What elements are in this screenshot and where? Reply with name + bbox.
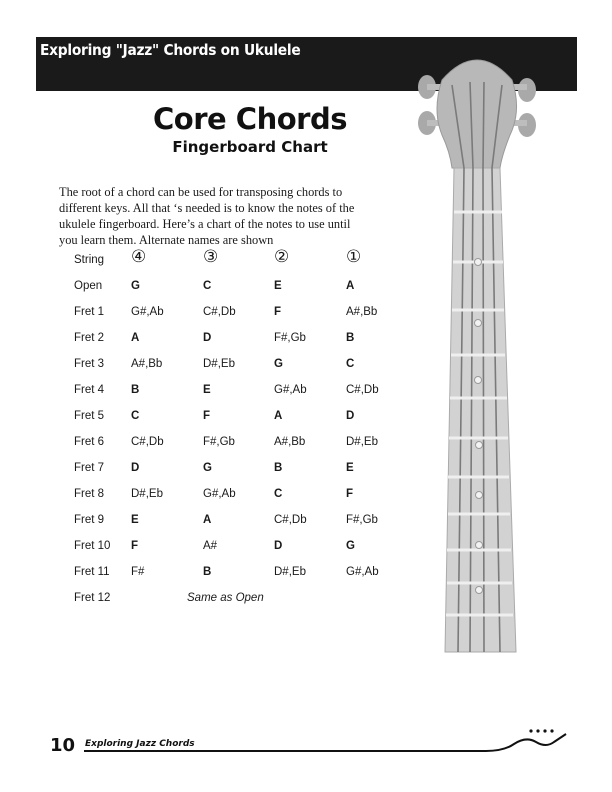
note-cell: D#,Eb	[203, 358, 235, 370]
note-cell: B	[131, 384, 140, 396]
page-subtitle: Fingerboard Chart	[172, 138, 328, 156]
row-label: Fret 9	[74, 514, 105, 526]
chart-row	[74, 536, 404, 556]
note-cell: F	[203, 410, 211, 422]
chart-row	[74, 510, 404, 530]
string-4-number: ④	[131, 247, 147, 267]
note-cell: B	[274, 462, 283, 474]
note-cell: A#	[203, 540, 218, 552]
note-cell: E	[346, 462, 354, 474]
note-cell: A#,Bb	[346, 306, 378, 318]
note-cell: C	[203, 280, 212, 292]
chart-row	[74, 276, 404, 296]
row-label: Fret 5	[74, 410, 105, 422]
chart-row	[74, 484, 404, 504]
row-label: Fret 1	[74, 306, 105, 318]
note-cell: G	[274, 358, 283, 370]
note-cell: E	[274, 280, 282, 292]
page-number: 10	[50, 735, 76, 756]
note-cell: B	[346, 332, 355, 344]
note-cell: E	[131, 514, 139, 526]
intro-line: The root of a chord can be used for transposing chords to	[59, 185, 343, 199]
note-cell: C#,Db	[346, 384, 379, 396]
chart-header-row	[74, 247, 404, 270]
note-cell: A#,Bb	[131, 358, 163, 370]
row-label: Fret 7	[74, 462, 105, 474]
note-cell: D	[203, 332, 212, 344]
note-cell: G	[203, 462, 212, 474]
note-cell: F	[274, 306, 282, 318]
note-cell: D	[274, 540, 283, 552]
note-cell: D	[131, 462, 140, 474]
note-cell: C	[346, 358, 355, 370]
note-cell: A#,Bb	[274, 436, 306, 448]
note-cell: G#,Ab	[274, 384, 307, 396]
note-cell: C	[274, 488, 283, 500]
note-cell: A	[203, 514, 212, 526]
note-cell: G	[131, 280, 140, 292]
chart-row	[74, 458, 404, 478]
row-label: Fret 6	[74, 436, 105, 448]
page-title: Core Chords	[153, 102, 347, 136]
intro-paragraph	[59, 184, 399, 248]
note-cell: G	[346, 540, 355, 552]
note-cell: A	[131, 332, 140, 344]
string-3-number: ③	[203, 247, 219, 267]
note-cell: F	[346, 488, 354, 500]
row-label: Fret 12	[74, 592, 111, 604]
chart-row	[74, 302, 404, 322]
note-cell: A	[346, 280, 355, 292]
note-cell: C#,Db	[274, 514, 307, 526]
note-cell: C#,Db	[131, 436, 164, 448]
note-cell: F#,Gb	[203, 436, 235, 448]
row-label: Fret 11	[74, 566, 110, 578]
intro-line: different keys. All that ‘s needed is to know the notes of the	[59, 201, 355, 215]
string-header-label: String	[74, 254, 105, 266]
chart-row	[74, 354, 404, 374]
note-cell: D#,Eb	[274, 566, 306, 578]
row-label: Fret 8	[74, 488, 105, 500]
ukulele-neck-illustration	[412, 40, 562, 660]
chart-row	[74, 380, 404, 400]
row-label: Fret 2	[74, 332, 105, 344]
intro-line: ukulele fingerboard. Here’s a chart of the notes to use until	[59, 217, 351, 231]
string-1-number: ①	[346, 247, 362, 267]
chart-row	[74, 328, 404, 348]
note-cell: F	[131, 540, 139, 552]
chart-row	[74, 562, 404, 582]
string-2-number: ②	[274, 247, 290, 267]
note-cell: G#,Ab	[346, 566, 379, 578]
row-label: Open	[74, 280, 103, 292]
note-cell: D#,Eb	[346, 436, 378, 448]
intro-line: you learn them. Alternate names are shown	[59, 233, 274, 247]
header-title: Exploring "Jazz" Chords on Ukulele	[40, 41, 301, 59]
note-cell: F#,Gb	[274, 332, 306, 344]
note-cell: D#,Eb	[131, 488, 163, 500]
chart-row	[74, 432, 404, 452]
note-cell: D	[346, 410, 355, 422]
row-label: Fret 4	[74, 384, 105, 396]
note-cell: F#	[131, 566, 145, 578]
same-as-open-note: Same as Open	[187, 592, 264, 604]
chart-row-fret-12	[74, 588, 404, 608]
note-cell: G#,Ab	[131, 306, 164, 318]
footer-running-title: Exploring Jazz Chords	[85, 739, 195, 749]
note-cell: F#,Gb	[346, 514, 378, 526]
row-label: Fret 3	[74, 358, 105, 370]
note-cell: E	[203, 384, 211, 396]
note-cell: B	[203, 566, 212, 578]
note-cell: C#,Db	[203, 306, 236, 318]
chart-row	[74, 406, 404, 426]
row-label: Fret 10	[74, 540, 111, 552]
note-cell: C	[131, 410, 140, 422]
note-cell: A	[274, 410, 283, 422]
note-cell: G#,Ab	[203, 488, 236, 500]
